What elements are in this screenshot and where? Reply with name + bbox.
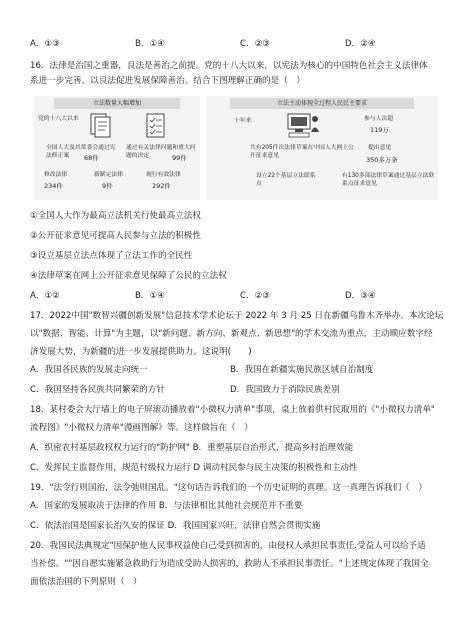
figure-left-number-decisions: 99件: [172, 154, 187, 162]
q18-stem-line-2: 流程图》"小微权力清单"漫画图解》等。这样做旨在（ ）: [30, 423, 253, 433]
checklist-icon: [146, 113, 166, 139]
figure-right-item-contact-points: 设立22个基层立法联系点: [256, 173, 316, 187]
figure-right-panel: [206, 96, 438, 200]
q16-figure: [34, 96, 438, 200]
q16-options: [30, 290, 450, 302]
q18-stem-line-1: 18．某村委会大厅墙上的电子屏滚动播放着"小微权力清单"事项，桌上放着供村民取用的《"小微权力清单": [30, 405, 435, 415]
q16-stem-line-2: 系进一步完善，以良法促进发展保障善治。结合下图理解正确的是（ ）: [30, 76, 306, 86]
q20-stem-line-1: 20．我国民法典规定"因保护他人民事权益使自己受到损害的，由侵权人承担民事责任.受益人可以给予适: [30, 541, 426, 551]
q17-option-d[interactable]: D．我国致力于消除民族差别: [230, 385, 340, 395]
q18-options-line-2[interactable]: C．发挥民主监督作用，规范村级权力运行 D 调动村民参与民主决策的积极性和主动性: [30, 463, 358, 473]
q16-option-b[interactable]: B．①④: [135, 291, 165, 301]
q17-stem-line-3: 济发展大势，为新疆的进一步发展提供助力。这说明( ): [30, 347, 252, 357]
figure-right-item-opinions: 提出意见: [368, 145, 392, 151]
figure-right-number-opinions: 350多万条: [366, 156, 398, 164]
figure-left-item-effective: 现行有效法律: [146, 172, 181, 178]
q17-stem-line-1: 17．2022中国"数智兴疆创新发展"信息技术学术论坛于 2022 年 3 月 25 日在新疆乌鲁木齐举办。本次论坛: [30, 311, 444, 321]
figure-left-item-new: 新制定法律: [94, 172, 123, 178]
figure-left-number-revised: 234件: [44, 182, 63, 190]
figure-right-item-decade: 十年来: [234, 118, 252, 124]
figure-right-item-drafts: 共有205件次法律草案在中国人大网上公开征求意见: [250, 145, 354, 159]
computer-icon: [286, 112, 320, 140]
document-icon: [90, 113, 112, 139]
figure-left-title: 立法数量大幅增加: [54, 98, 180, 109]
q17-stem-line-2: 以"数据、智能、计算"为主题，以"新问题、新方向、新观点、新思想"的学术交流为重点，主动顺应数字经: [30, 329, 433, 339]
figure-left-number-amendment: 68件: [84, 154, 99, 162]
q16-stem-line-1: 16．法律是治国之重器，良法是善治之前提。党的十八大以来，以宪法为核心的中国特色社会主义法律体: [30, 61, 428, 71]
figure-left-item-revised: 修改法律: [44, 172, 68, 178]
q16-statement-3: ③设立基层立法点体现了立法工作的全民性: [30, 251, 193, 261]
q17-option-b[interactable]: B．我国在新疆实施民族区域自治制度: [230, 365, 374, 375]
q17-options-row-1: [30, 364, 450, 376]
q17-option-c[interactable]: C．我国坚持各民族共同繁荣的方针: [30, 385, 165, 395]
q16-statement-1: ①全国人大作为最高立法机关行使最高立法权: [30, 211, 201, 221]
q16-statement-4: ④法律草案在网上公开征求意见保障了公民的立法权: [30, 271, 227, 281]
q15-options: [30, 38, 450, 50]
figure-right-title: 立法主动体现全过程人民民主要求: [230, 98, 414, 109]
q20-stem-line-3: 面依法治国的下列原则（ ）: [30, 577, 142, 587]
q19-options-line-1[interactable]: A．国家的发展取决于法律的作用 B．与法律相比其他社会规范并不重要: [30, 501, 303, 511]
q15-option-a[interactable]: A．①③: [30, 39, 60, 49]
q17-option-a[interactable]: A．我国各民族的发展走向统一: [30, 365, 148, 375]
q16-statement-2: ②公开征求意见可提高人民参与立法的积极性: [30, 231, 201, 241]
figure-left-item-amendment: 全国人大及其常委会通过宪法修正案: [46, 145, 116, 159]
q15-option-b[interactable]: B．①④: [135, 39, 165, 49]
figure-left-number-effective: 292件: [152, 182, 171, 190]
q16-option-d[interactable]: D．③④: [345, 291, 376, 301]
q16-option-a[interactable]: A．①②: [30, 291, 60, 301]
figure-right-item-drafts-via-points: 有130多部法律草案通过基层立法联系点征求意见: [342, 173, 435, 187]
q19-options-line-2[interactable]: C．依法治国是国家长治久安的保证 D．我国国家兴旺，法律自然会贯彻实施: [30, 521, 321, 531]
figure-left-item-decisions: 通过有关法律问题和重大问题的决定: [126, 145, 196, 159]
q18-options-line-1[interactable]: A．织密农村基层政权权力运行的"防护网" B．重塑基层自治形式，提高乡村治理效能: [30, 443, 354, 453]
q15-option-c[interactable]: C．②③: [240, 39, 271, 49]
q20-stem-line-2: 当补偿。""因自愿实施紧急救助行为造成受助人损害的，救助人不承担民事责任。"上述规定体现了我国全: [30, 559, 429, 569]
q19-stem: 19．"法令行则国治，法令弛则国乱。"这句话告诉我们的一个历史证明的真理。这一真理告诉我们（ ）: [30, 483, 427, 493]
figure-left-item-period: 党的十八大以来: [38, 116, 79, 122]
q16-option-c[interactable]: C．②③: [240, 291, 271, 301]
q17-options-row-2: [30, 384, 450, 396]
figure-left-panel: [34, 96, 200, 200]
figure-right-item-participants: 参与人次超: [364, 116, 393, 122]
figure-right-number-participants: 119万: [370, 126, 389, 134]
figure-left-number-new: 9件: [102, 182, 113, 190]
q15-option-d[interactable]: D．②④: [345, 39, 376, 49]
